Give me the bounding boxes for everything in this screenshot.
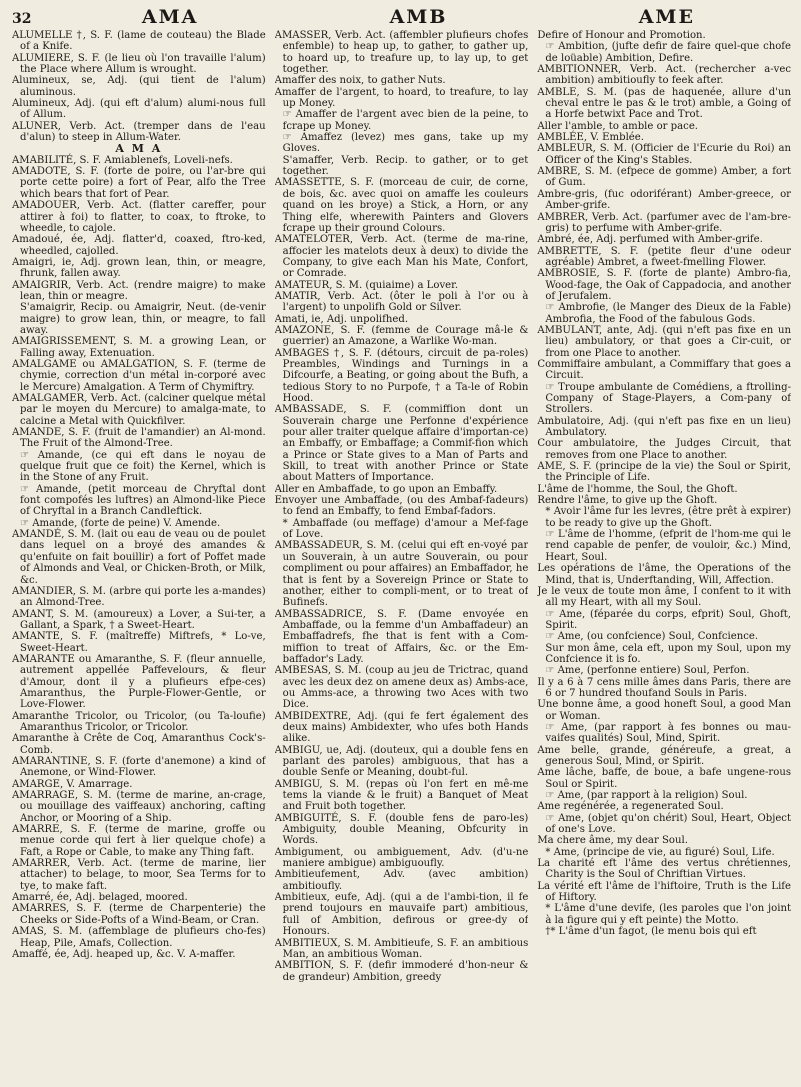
dictionary-entry: AMAS, S. M. (affemblage de plufieurs cho-fes) Heap, Pile, Amafs, Collection. [12, 926, 266, 949]
dictionary-entry: Ame belle, grande, généreufe, a great, a generous Soul, Mind, or Spirit. [537, 744, 792, 767]
dictionary-entry: Ma chere âme, my dear Soul. [537, 835, 688, 847]
dictionary-entry: ☞ Amande, (ce qui eft dans le noyau de quelque fruit que ce foit) the Kernel, which is in the Stone of any Fruit. [20, 449, 266, 484]
dictionary-entry: Rendre l'âme, to give up the Ghoft. [537, 495, 718, 507]
running-head-right: AME [638, 6, 695, 28]
dictionary-entry: AMAIGRISSEMENT, S. M. a growing Lean, or Falling away, Extenuation. [12, 336, 266, 359]
dictionary-entry: AMBIGU, ue, Adj. (douteux, qui a double fens en parlant des paroles) ambiguous, that has a double Senfe or Meaning, doubt-ful. [274, 744, 529, 779]
dictionary-entry: Ambre-gris, (fuc odoriférant) Amber-greece, or Amber-grife. [537, 188, 792, 212]
dictionary-entry: Ambulatoire, Adj. (qui n'eft pas fixe en un lieu) Ambulatory. [537, 415, 792, 439]
dictionary-entry: Amarré, ée, Adj. belaged, moored. [12, 892, 188, 904]
dictionary-entry: Amaffer de l'argent, to hoard, to treafure, to lay up Money. [274, 86, 529, 110]
columns [12, 30, 791, 1084]
dictionary-entry: AMANT, S. M. (amoureux) a Lover, a Sui-ter, a Gallant, a Spark, † a Sweet-Heart. [12, 608, 266, 631]
dictionary-entry: AMBIGUITÉ, S. F. (double fens de paro-les) Ambiguity, double Meaning, Obfcurity in Words. [274, 812, 529, 847]
dictionary-entry: AMARRE, S. F. (terme de marine, groffe ou menue corde qui fert à lier quelque chofe) a Faft, a Rope or Cable, to make any Thing faft. [12, 824, 266, 858]
dictionary-entry: ☞ Ame, (par rapport à la religion) Soul. [545, 790, 748, 802]
dictionary-entry: †* L'âme d'un fagot, (le menu bois qui eft [545, 926, 757, 938]
dictionary-entry: * Ame, (principe de vie, au figuré) Soul, Life. [545, 846, 775, 858]
dictionary-entry: ☞ Amaffez (levez) mes gans, take up my Gloves. [282, 132, 529, 155]
dictionary-entry: ☞ Troupe ambulante de Comédiens, a ftrolling-Company of Stage-Players, a Com-pany of Strollers. [545, 381, 792, 416]
dictionary-entry: AMALGAMER, Verb. Act. (calciner quelque métal par le moyen du Mercure) to amalga-mate, to calcine a Metal with Quickfilver. [12, 393, 266, 427]
dictionary-entry: ☞ Amande, (petit morceau de Chryftal dont font compofés les luftres) an Almond-like Piece of Chryftal in a Branch Candleftick. [20, 483, 266, 518]
dictionary-entry: AMATEUR, S. M. (quiaime) a Lover. [274, 279, 459, 291]
dictionary-entry: AMBASSADEUR, S. M. (celui qui eft en-voyé par un Souverain, à un autre Souverain, ou pour compliment ou pour affaires) an Embaffador, he that is fent by a Sovereign Prince or State to another, either to compli-ment, or to treat of Bufinefs. [274, 540, 529, 609]
dictionary-entry: Ame lâche, baffe, de boue, a bafe ungene-rous Soul or Spirit. [537, 767, 792, 790]
dictionary-entry: Aller en Ambaffade, to go upon an Embaffy. [274, 483, 498, 495]
running-head-center: AMB [389, 6, 448, 28]
running-head-left: AMA [141, 6, 199, 28]
dictionary-entry: Amadoué, ée, Adj. flatter'd, coaxed, ftro-ked, wheedled, cajolled. [12, 234, 266, 257]
dictionary-entry: A M A [115, 142, 163, 156]
dictionary-entry: AMARRER, Verb. Act. (terme de marine, lier attacher) to belage, to moor, Sea Terms for to tye, to make faft. [12, 858, 266, 892]
column-3 [537, 30, 791, 1084]
dictionary-entry: Envoyer une Ambaffade, (ou des Ambaf-fadeurs) to fend an Embaffy, to fend Embaf-fadors. [274, 495, 529, 518]
page-number: 32 [12, 11, 32, 27]
dictionary-entry: ☞ Amaffer de l'argent avec bien de la peine, to fcrape up Money. [282, 109, 529, 132]
dictionary-entry: AMADOTE, S. F. (forte de poire, ou l'ar-bre qui porte cette poire) a fort of Pear, alfo the Tree which bears that fort of Pear. [12, 166, 266, 200]
dictionary-entry: ☞ Ame, (objet qu'on chérit) Soul, Heart, Object of one's Love. [545, 812, 792, 836]
dictionary-entry: AMASSER, Verb. Act. (affembler plufieurs chofes enfemble) to heap up, to gather, to gather up, to hoard up, to treafure up, to lay up, to get together. [274, 30, 529, 76]
dictionary-entry: Une bonne âme, a good honeft Soul, a good Man or Woman. [537, 699, 792, 722]
dictionary-entry: AMBRETTE, S. F. (petite fleur d'une odeur agréable) Ambret, a fweet-fmelling Flower. [537, 245, 792, 268]
dictionary-entry: Amaranthe à Crête de Coq, Amaranthus Cock's-Comb. [12, 733, 266, 756]
dictionary-entry: * L'âme d'une devife, (les paroles que l'on joint à la figure qui y eft peinte) the Motto. [545, 903, 792, 926]
dictionary-entry: Defire of Honour and Promotion. [537, 30, 706, 41]
dictionary-entry: Alumineux, se, Adj. (qui tient de l'alum) aluminous. [12, 75, 266, 98]
dictionary-entry: AMBITION, S. F. (defir immoderé d'hon-neur & de grandeur) Ambition, greedy [274, 960, 529, 983]
dictionary-entry: Ambigument, ou ambiguement, Adv. (d'u-ne maniere ambigue) ambiguoufly. [274, 846, 529, 870]
dictionary-entry: Alumineux, Adj. (qui eft d'alum) alumi-nous full of Allum. [12, 98, 266, 121]
dictionary-entry: L'âme de l'homme, the Soul, the Ghoft. [537, 483, 738, 495]
dictionary-entry: Amaffer des noix, to gather Nuts. [274, 75, 446, 87]
dictionary-entry: AMANDÉ, S. M. (lait ou eau de veau ou de poulet dans lequel on a broyé des amandes & qu'enfuite on fait bouillir) a fort of Poffet made of Almonds and Veal, or Chicken-Broth, or Milk, &c. [12, 529, 266, 586]
dictionary-entry: Sur mon âme, cela eft, upon my Soul, upon my Confcience it is fo. [545, 642, 792, 665]
dictionary-entry: Les opérations de l'âme, the Operations of the Mind, that is, Underftanding, Will, Affection. [537, 563, 792, 586]
dictionary-entry: AMBULANT, ante, Adj. (qui n'eft pas fixe en un lieu) ambulatory, or that goes a Cir-cuit, or from one Place to another. [537, 324, 792, 359]
dictionary-entry: Aller l'amble, to amble or pace. [537, 120, 698, 132]
dictionary-entry: Ame regénérée, a regenerated Soul. [537, 801, 724, 813]
dictionary-entry: Il y a 6 à 7 cens mille âmes dans Paris, there are 6 or 7 hundred thoufand Souls in Paris. [537, 676, 792, 699]
dictionary-entry: Ambré, ée, Adj. perfumed with Amber-grife. [537, 234, 763, 246]
dictionary-entry: AMBROSIE, S. F. (forte de plante) Ambro-fia, Wood-fage, the Oak of Cappadocia, and another of Jerufalem. [537, 268, 792, 302]
dictionary-entry: Amaffé, ée, Adj. heaped up, &c. V. A-maffer. [12, 948, 236, 960]
dictionary-entry: Commiffaire ambulant, a Commiffary that goes a Circuit. [537, 358, 792, 382]
dictionary-entry: AMANDIER, S. M. (arbre qui porte les a-mandes) an Almond-Tree. [12, 585, 266, 609]
dictionary-entry: ☞ Ambrofie, (le Manger des Dieux de la Fable) Ambrofia, the Food of the fabulous Gods. [545, 302, 792, 325]
dictionary-entry: AMATIR, Verb. Act. (ôter le poli à l'or ou à l'argent) to unpolifh Gold or Silver. [274, 290, 529, 314]
dictionary-entry: AMANTE, S. F. (maîtreffe) Miftrefs, * Lo-ve, Sweet-Heart. [12, 631, 266, 654]
dictionary-entry: AMARANTINE, S. F. (forte d'anemone) a kind of Anemone, or Wind-Flower. [12, 756, 266, 779]
dictionary-entry: * Ambaffade (ou meffage) d'amour a Mef-fage of Love. [282, 517, 529, 541]
dictionary-entry: AMBRE, S. M. (efpece de gomme) Amber, a fort of Gum. [537, 166, 792, 189]
dictionary-entry: ☞ Ambition, (jufte defir de faire quel-que chofe de loüable) Ambition, Defire. [545, 41, 792, 64]
dictionary-entry: AME, S. F. (principe de la vie) the Soul or Spirit, the Principle of Life. [537, 461, 792, 484]
dictionary-entry: AMBIDEXTRE, Adj. (qui fe fert également des deux mains) Ambidexter, who ufes both Hands alike. [274, 710, 529, 745]
dictionary-entry: S'amaigrir, Recip. ou Amaigrir, Neut. (de-venir maigre) to grow lean, thin, or meagre, to fall away. [20, 302, 266, 336]
dictionary-entry: AMBASSADRICE, S. F. (Dame envoyée en Ambaffade, ou la femme d'un Ambaffadeur) an Embaffadrefs, fhe that is fent with a Com-miffion to treat of Affairs, &c. or the Em-baffador's Lady. [274, 608, 529, 665]
dictionary-entry: AMARRES, S. F. (terme de Charpenterie) the Cheeks or Side-Pofts of a Wind-Beam, or Cran. [12, 903, 266, 926]
dictionary-entry: AMBRER, Verb. Act. (parfumer avec de l'am-bre-gris) to perfume with Amber-grife. [537, 211, 792, 234]
dictionary-entry: ☞ Amande, (forte de peine) V. Amende. [20, 517, 221, 529]
dictionary-entry: AMARGE, V. Amarrage. [12, 778, 133, 790]
dictionary-entry: ☞ Ame, (ou confcience) Soul, Confcience. [545, 631, 759, 643]
column-1 [12, 30, 266, 1084]
dictionary-entry: Je le veux de toute mon âme, I confent to it with all my Heart, with all my Soul. [537, 585, 792, 609]
dictionary-entry: Amaranthe Tricolor, ou Tricolor, (ou Ta-loufie) Amaranthus Tricolor, or Tricolor. [12, 710, 266, 733]
dictionary-entry: Ambitieux, eufe, Adj. (qui a de l'ambi-tion, il fe prend toujours en mauvaife part) ambitious, full of Ambition, defirous or gree-dy of Honours. [274, 892, 529, 938]
dictionary-entry: AMALGAME ou AMALGATION, S. F. (terme de chymie, correction d'un métal in-corporé avec le Mercure) Amalgation. A Term of Chymiftry. [12, 358, 266, 393]
dictionary-entry: AMASSETTE, S. F. (morceau de cuir, de corne, de bois, &c. avec quoi on amaffe les couleurs quand on les broye) a Stick, a Horn, or any Thing elfe, wherewith Painters and Glovers fcrape up their ground Colours. [274, 177, 529, 234]
dictionary-entry: Amati, ie, Adj. unpolifhed. [274, 313, 409, 325]
dictionary-entry: ALUNER, Verb. Act. (tremper dans de l'eau d'alun) to steep in Allum-Water. [12, 120, 266, 144]
dictionary-entry: AMBASSADE, S. F. (commiffion dont un Souverain charge une Perfonne d'expérience pour aller traiter quelque affaire d'importan-ce) an Embaffy, or Embaffage; a Commif-fion which a Prince or State gives to a Man of Parts and Skill, to treat with another Prince or State about Matters of Importance. [274, 404, 529, 484]
dictionary-entry: AMADOUER, Verb. Act. (flatter careffer, pour attirer à foi) to flatter, to coax, to ftroke, to wheedle, to cajole. [12, 200, 266, 234]
dictionary-entry: AMBAGES †, S. F. (détours, circuit de pa-roles) Preambles, Windings and Turnings in a Difcourfe, a Beating, or going about the Bufh, a tedious Story to no Purpofe, † a Ta-le of Robin Hood. [274, 347, 529, 404]
dictionary-entry: * Avoir l'âme fur les levres, (être prêt à expirer) to be ready to give up the Ghoft. [545, 506, 792, 529]
dictionary-entry: La charité eft l'âme des vertus chrétiennes, Charity is the Soul of Chriftian Virtues. [537, 858, 792, 881]
dictionary-entry: AMAIGRIR, Verb. Act. (rendre maigre) to make lean, thin or meagre. [12, 279, 266, 302]
dictionary-entry: AMABILITÉ, S. F. Amiablenefs, Loveli-nefs. [12, 154, 233, 166]
dictionary-entry: ☞ Ame, (par rapport à fes bonnes ou mau-vaifes qualités) Soul, Mind, Spirit. [545, 721, 792, 745]
dictionary-entry: AMARRAGE, S. M. (terme de marine, an-crage, ou mouillage des vaiffeaux) anchoring, cafting Anchor, or Mooring of a Ship. [12, 790, 266, 824]
dictionary-entry: AMBLEUR, S. M. (Officier de l'Ecurie du Roi) an Officer of the King's Stables. [537, 143, 792, 166]
page-header [12, 6, 791, 28]
dictionary-entry: AMBITIONNER, Verb. Act. (rechercher a-vec ambition) ambitioufly to feek after. [537, 64, 792, 87]
dictionary-entry: AMATELOTER, Verb. Act. (terme de ma-rine, affocier les matelots deux à deux) to divide the Company, to give each Man his Mate, Confort, or Comrade. [274, 234, 529, 280]
dictionary-entry: S'amaffer, Verb. Recip. to gather, or to get together. [282, 154, 529, 178]
dictionary-entry: AMANDE, S. F. (fruit de l'amandier) an Al-mond. The Fruit of the Almond-Tree. [12, 427, 266, 450]
column-2 [275, 30, 529, 1084]
dictionary-entry: AMARANTE ou Amaranthe, S. F. (fleur annuelle, autrement appellée Paffevelours, & fleur d'Amour, dont il y a plufieurs efpe-ces) Amaranthus, the Purple-Flower-Gentle, or Love-Flower. [12, 653, 266, 711]
dictionary-entry: AMBIGU, S. M. (repas où l'on fert en mê-me tems la viande & le fruit) a Banquet of Meat and Fruit both together. [274, 778, 529, 813]
dictionary-entry: AMBESAS, S. M. (coup au jeu de Trictrac, quand avec les deux dez on amene deux as) Ambs-ace, ou Amms-ace, a throwing two Aces with two Dice. [274, 665, 529, 711]
dictionary-entry: Amaigri, ie, Adj. grown lean, thin, or meagre, fhrunk, fallen away. [12, 256, 266, 280]
dictionary-entry: AMAZONE, S. F. (femme de Courage mâ-le & guerrier) an Amazone, a Warlike Wo-man. [274, 324, 529, 348]
dictionary-entry: ALUMELLE †, S. F. (lame de couteau) the Blade of a Knife. [12, 30, 266, 53]
dictionary-entry: AMBLÉE, V. Emblée. [537, 132, 644, 144]
dictionary-entry: AMBLE, S. M. (pas de haquenée, allure d'un cheval entre le pas & le trot) amble, a Going of a Horfe betwixt Pace and Trot. [537, 86, 792, 121]
dictionary-entry: La vérité eft l'âme de l'hiftoire, Truth is the Life of Hiftory. [537, 880, 792, 904]
dictionary-entry: ALUMIERE, S. F. (le lieu où l'on travaille l'alum) the Place where Allum is wrought. [12, 52, 266, 76]
dictionary-entry: AMBITIEUX, S. M. Ambitieufe, S. F. an ambitious Man, an ambitious Woman. [274, 937, 529, 960]
dictionary-entry: Ambitieufement, Adv. (avec ambition) ambitioufly. [274, 869, 529, 892]
dictionary-entry: ☞ L'âme de l'homme, (efprit de l'hom-me qui le rend capable de penfer, de vouloir, &c.) Mind, Heart, Soul. [545, 529, 792, 563]
dictionary-entry: ☞ Ame, (féparée du corps, efprit) Soul, Ghoft, Spirit. [545, 608, 792, 631]
dictionary-entry: Cour ambulatoire, the Judges Circuit, that removes from one Place to another. [537, 438, 792, 461]
dictionary-entry: ☞ Ame, (perfonne entiere) Soul, Perfon. [545, 665, 750, 677]
